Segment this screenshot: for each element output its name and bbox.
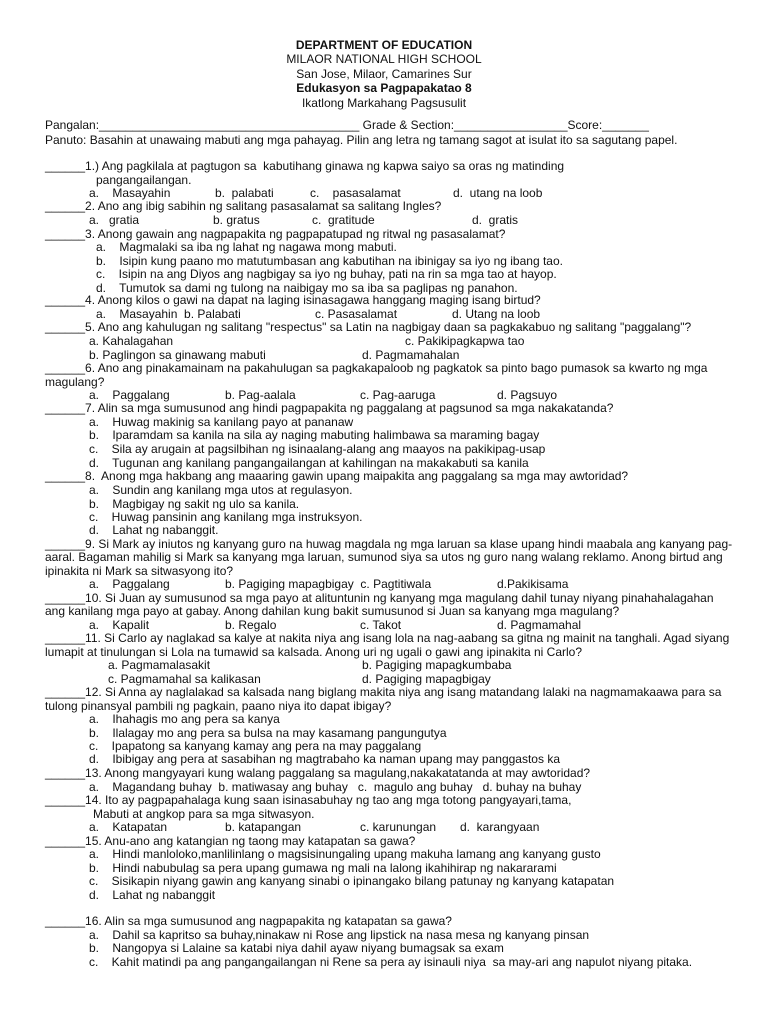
question-text: ______15. Anu-ano ang katangian ng taong may katapatan sa gawa? [45,834,416,848]
document-line: lumapit at tinulungan si Lola na tumawid sa kalsada. Anong uri ng ugali o gawi ang ipinakita ni Carlo? [45,645,583,659]
document-line: Mabuti at angkop para sa mga sitwasyon. [93,807,315,821]
document-line: c. Sila ay arugain at pagsilbihan ng isinaalang-alang ang maayos na pakikipag-usap [89,442,546,456]
document-line: d. Tugunan ang kanilang pangangailangan at kahilingan na makakabuti sa kanila [89,456,529,470]
answer-choice: c. Pagmamahal sa kalikasan [108,672,261,686]
school-address: San Jose, Milaor, Camarines Sur [296,66,472,81]
document-line: ipinakita ni Mark sa sitwasyong ito? [45,564,234,578]
document-line: c. Ipapatong sa kanyang kamay ang pera na may paggalang [89,739,422,753]
question-text: ______10. Si Juan ay sumusunod sa mga payo at alituntunin ng kanyang mga magulang dahil tunay niyang pinahahalagahan [45,591,714,605]
question-text: ______7. Alin sa mga sumusunod ang hindi pagpapakita ng paggalang at pagsunod sa mga nakakatanda? [45,401,614,415]
document-line: d. Ibibigay ang pera at sasabihan ng magtrabaho ka naman upang may panggastos ka [89,752,560,766]
document-line: c. Kahit matindi pa ang pangangailangan ni Rene sa pera ay isinauli niya sa may-ari ang napulot niyang pitaka. [89,955,693,969]
question-text: ______9. Si Mark ay iniutos ng kanyang guro na huwag magdala ng mga laruan sa klase upang hindi maabala ang kanyang pag- [45,537,733,551]
document-line: b. Magbigay ng sakit ng ulo sa kanila. [89,497,300,511]
document-line: b. Hindi nabubulag sa pera upang gumawa ng mali na lalong ikahihirap ng nakararami [89,861,557,875]
answer-choice: d. Pagmamahal [497,618,582,632]
document-line: d. Lahat ng nabanggit. [89,523,219,537]
document-line: aaral. Bagaman mahilig si Mark sa kanyang mga laruan, sumunod siya sa utos ng guro nang walang reklamo. Anong birtud ang [45,550,723,564]
question-text: ______1.) Ang pagkilala at pagtugon sa kabutihang ginawa ng kapwa saiyo sa oras ng matinding [45,159,565,173]
answer-choice: b. Pag-aalala [225,388,296,402]
answer-choice: d. karangyaan [460,820,540,834]
answer-choice: a. Kahalagahan [89,334,174,348]
answer-choice: a. Paggalang [89,577,170,591]
answer-choice: a. Pagmamalasakit [108,658,211,672]
answer-choice: c. Pakikipagkapwa tao [405,334,525,348]
document-line: b. Nangopya si Lalaine sa katabi niya dahil ayaw niyang bumagsak sa exam [89,941,504,955]
document-line: Pangalan:_______________________________________ Grade & Section:_________________Score:_______ [45,118,649,132]
answer-choice: a. Masayahin [89,186,171,200]
answer-choice: a. Masayahin b. Palabati [96,307,241,321]
answer-choice: d. Pagsuyo [497,388,558,402]
document-line: d. Tumutok sa dami ng tulong na naibigay mo sa iba sa paglipas ng panahon. [96,281,518,295]
document-line: a. Magmalaki sa iba ng lahat ng nagawa mong mabuti. [96,240,397,254]
exam-title: Ikatlong Markahang Pagsusulit [301,95,467,110]
document-line: d. Lahat ng nabanggit [89,888,216,902]
question-text: ______11. Si Carlo ay naglakad sa kalye at nakita niya ang isang lola na nag-aabang sa gitna ng mainit na tanghali. Agad siyang [45,631,730,645]
question-text: ______14. Ito ay pagpapahalaga kung saan isinasabuhay ng tao ang mga totong pangyayari,tama, [45,793,572,807]
answer-choice: d.Pakikisama [497,577,569,591]
document-line: b. Ilalagay mo ang pera sa bulsa na may kasamang pangungutya [89,726,447,740]
document-line: tulong pinansyal pambili ng pagkain, paano niya ito dapat ibigay? [45,699,392,713]
answer-choice: b. gratus [213,213,260,227]
answer-choice: c. gratitude [312,213,375,227]
answer-choice: b. Regalo [225,618,277,632]
answer-choice: c. karunungan [360,820,437,834]
question-text: ______16. Alin sa mga sumusunod ang nagpapakita ng katapatan sa gawa? [45,914,452,928]
answer-choice: d. gratis [472,213,519,227]
school-name: MILAOR NATIONAL HIGH SCHOOL [286,52,482,67]
answer-choice: b. Paglingon sa ginawang mabuti [89,348,266,362]
answer-choice: d. utang na loob [453,186,543,200]
answer-choice: c. Pag-aaruga [360,388,436,402]
question-text: ______2. Ano ang ibig sabihin ng salitang pasasalamat sa salitang Ingles? [45,199,442,213]
document-line: a. Dahil sa kapritso sa buhay,ninakaw ni Rose ang lipstick na nasa mesa ng kanyang pinsan [89,928,590,942]
department-title: DEPARTMENT OF EDUCATION [295,38,473,52]
answer-choice: a. Kapalit [89,618,150,632]
question-text: ______3. Anong gawain ang nagpapakita ng pagpapatupad ng ritwal ng pasasalamat? [45,227,506,241]
document-line: b. Isipin kung paano mo matutumbasan ang kabutihan na ibinigay sa iyo ng ibang tao. [96,254,563,268]
answer-choice: d. Pagiging mapagbigay [362,672,491,686]
document-line: c. Huwag pansinin ang kanilang mga instruksyon. [89,510,363,524]
document-line: b. Iparamdam sa kanila na sila ay naging mabuting halimbawa sa maraming bagay [89,428,540,442]
answer-choice: c. Takot [360,618,402,632]
document-line: Panuto: Basahin at unawaing mabuti ang mga pahayag. Pilin ang letra ng tamang sagot at isulat ito sa sagutang papel. [45,133,678,147]
answer-choice: b. katapangan [225,820,302,834]
answer-choice: d. Pagmamahalan [362,348,460,362]
document-line: a. Sundin ang kanilang mga utos at regulasyon. [89,483,353,497]
answer-choice: b. Pagiging mapagbigay c. Pagtitiwala [225,577,432,591]
question-text: ______12. Si Anna ay naglalakad sa kalsada nang biglang makita niya ang isang matandang lalaki na nagmamakaawa para sa [45,685,722,699]
document-line: a. Hindi manloloko,manlilinlang o magsisinungaling upang makuha lamang ang kanyang gusto [89,847,601,861]
answer-choice: c. pasasalamat [310,186,401,200]
question-text: ______13. Anong mangyayari kung walang paggalang sa magulang,nakakatatanda at may awtoridad? [45,766,591,780]
question-text: ______4. Anong kilos o gawi na dapat na laging isinasagawa hanggang maging isang birtud? [45,293,541,307]
document-line: c. Sisikapin niyang gawin ang kanyang sinabi o ipinangako bilang patunay ng kanyang katapatan [89,874,615,888]
document-line: a. Ihahagis mo ang pera sa kanya [89,712,280,726]
answer-choice: c. Pasasalamat [315,307,398,321]
subject-title: Edukasyon sa Pagpapakatao 8 [296,81,472,96]
answer-choice: b. Pagiging mapagkumbaba [362,658,512,672]
answer-choice: a. Katapatan [89,820,168,834]
answer-choice: a. gratia [89,213,140,227]
document-line: ang kanilang mga payo at gabay. Anong dahilan kung bakit sumusunod si Juan sa kanyang mga magulang? [45,604,620,618]
document-line: a. Huwag makinig sa kanilang payo at pananaw [89,415,354,429]
question-text: ______6. Ano ang pinakamainam na pakahulugan sa pagkakapaloob ng pagkatok sa pinto bago pumasok sa kwarto ng mga [45,361,708,375]
question-text: ______5. Ano ang kahulugan ng salitang "respectus" sa Latin na nagbigay daan sa pagkakabuo ng salitang "paggalang"? [45,320,692,334]
document-line: magulang? [45,375,105,389]
question-text: ______8. Anong mga hakbang ang maaaring gawin upang maipakita ang paggalang sa mga may awtoridad? [45,469,629,483]
answer-choice: a. Paggalang [89,388,170,402]
answer-choice: d. Utang na loob [452,307,541,321]
answer-choice: b. palabati [215,186,274,200]
document-line: c. Isipin na ang Diyos ang nagbigay sa iyo ng buhay, pati na rin sa mga tao at hayop. [96,267,557,281]
document-line: pangangailangan. [96,173,192,187]
document-line: a. Magandang buhay b. matiwasay ang buhay c. magulo ang buhay d. buhay na buhay [89,780,582,794]
